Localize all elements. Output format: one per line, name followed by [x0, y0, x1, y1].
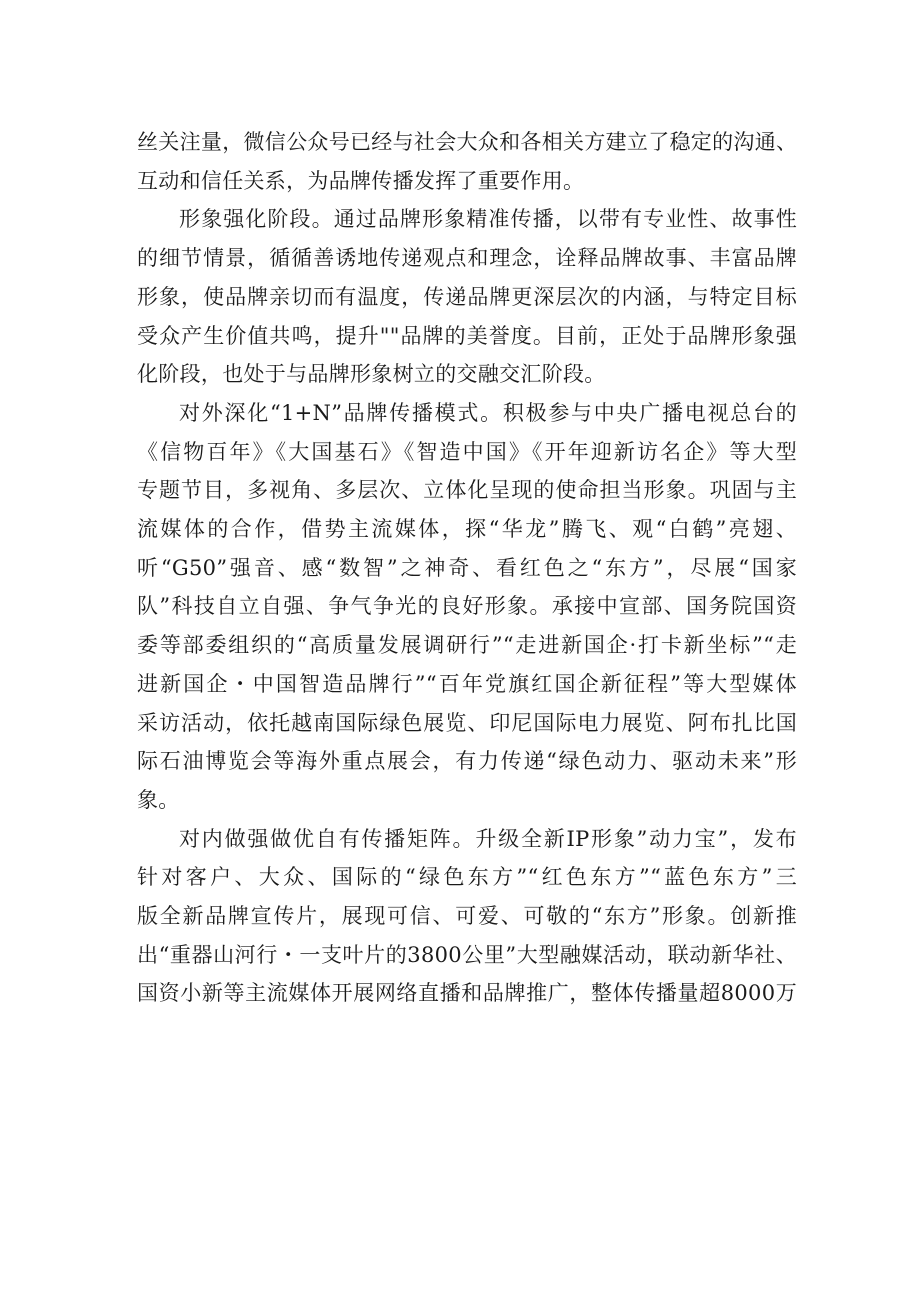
text-line: 形象强化阶段。通过品牌形象精准传播，以带有专业性、故事性	[179, 207, 797, 232]
text-line: 对内做强做优自有传播矩阵。升级全新IP形象”动力宝”，发布	[179, 826, 797, 851]
text-line: 的细节情景，循循善诱地传递观点和理念，诠释品牌故事、丰富品牌	[137, 246, 797, 271]
text-line: 委等部委组织的“高质量发展调研行”“走进新国企·打卡新坐标”“走	[137, 633, 797, 658]
text-line: 采访活动，依托越南国际绿色展览、印尼国际电力展览、阿布扎比国	[137, 710, 797, 735]
text-line: 对外深化“1+N”品牌传播模式。积极参与中央广播电视总台的	[179, 400, 797, 425]
text-line: 形象，使品牌亲切而有温度，传递品牌更深层次的内涵，与特定目标	[137, 284, 797, 309]
text-line: 版全新品牌宣传片，展现可信、可爱、可敬的“东方”形象。创新推	[137, 904, 797, 929]
text-line: 国资小新等主流媒体开展网络直播和品牌推广，整体传播量超8000万	[137, 981, 797, 1006]
text-line: 进新国企・中国智造品牌行”“百年党旗红国企新征程”等大型媒体	[137, 671, 797, 696]
paragraph-1	[137, 123, 797, 200]
text-line: 出“重器山河行・一支叶片的3800公里”大型融媒活动，联动新华社、	[137, 942, 797, 967]
text-line: 际石油博览会等海外重点展会，有力传递“绿色动力、驱动未来”形	[137, 749, 797, 774]
text-line: 象。	[137, 787, 180, 812]
body-text	[137, 123, 797, 1013]
text-line: 专题节目，多视角、多层次、立体化呈现的使命担当形象。巩固与主	[137, 478, 797, 503]
text-line: 化阶段，也处于与品牌形象树立的交融交汇阶段。	[137, 362, 606, 387]
text-line: 受众产生价值共鸣，提升""品牌的美誉度。目前，正处于品牌形象强	[137, 323, 797, 348]
text-line: 《信物百年》《大国基石》《智造中国》《开年迎新访名企》等大型	[137, 439, 797, 464]
text-line: 流媒体的合作，借势主流媒体，探“华龙”腾飞、观“白鹤”亮翅、	[137, 517, 797, 542]
text-line: 互动和信任关系，为品牌传播发挥了重要作用。	[137, 168, 585, 193]
paragraph-3	[137, 394, 797, 820]
text-line: 听“G50”强音、感“数智”之神奇、看红色之“东方”，尽展“国家	[137, 555, 797, 580]
paragraph-2	[137, 200, 797, 394]
paragraph-4	[137, 820, 797, 1014]
text-line: 队”科技自立自强、争气争光的良好形象。承接中宣部、国务院国资	[137, 594, 797, 619]
text-line: 丝关注量，微信公众号已经与社会大众和各相关方建立了稳定的沟通、	[137, 130, 798, 154]
text-line: 针对客户、大众、国际的“绿色东方”“红色东方”“蓝色东方”三	[137, 865, 797, 890]
